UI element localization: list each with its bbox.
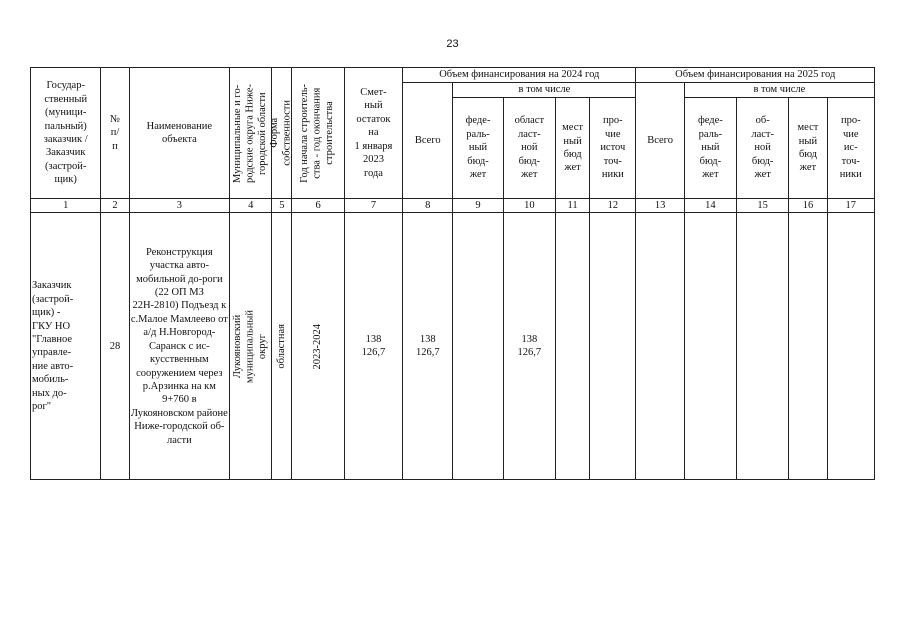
cell-years — [292, 213, 344, 480]
header-including-2025: в том числе — [684, 83, 874, 98]
cell-regional-2024: 138 126,7 — [503, 213, 555, 480]
column-number: 15 — [737, 199, 789, 213]
header-balance: Смет- ный остаток на 1 января 2023 года — [344, 68, 402, 199]
header-ownership-text: Форма собственности — [269, 100, 293, 166]
cell-federal-2025 — [684, 213, 736, 480]
header-number: № п/ п — [101, 68, 129, 199]
cell-federal-2024 — [453, 213, 503, 480]
column-number: 11 — [555, 199, 589, 213]
cell-ownership — [272, 213, 292, 480]
column-number: 17 — [827, 199, 874, 213]
header-including-2024: в том числе — [453, 83, 636, 98]
column-number: 3 — [129, 199, 230, 213]
column-number: 8 — [403, 199, 453, 213]
column-number: 5 — [272, 199, 292, 213]
cell-local-2025 — [789, 213, 827, 480]
column-number: 16 — [789, 199, 827, 213]
header-municipality — [230, 68, 272, 199]
column-number: 14 — [684, 199, 736, 213]
column-number: 2 — [101, 199, 129, 213]
header-ownership — [269, 68, 293, 199]
cell-municipality — [230, 213, 272, 480]
header-years-text: Год начала строитель- ства - год окончания строительства — [299, 83, 336, 183]
header-total-2025: Всего — [636, 83, 684, 199]
page-number: 23 — [446, 38, 459, 50]
header-federal-2025: феде- раль- ный бюд- жет — [684, 98, 736, 199]
table-row — [31, 213, 875, 480]
column-number-row — [31, 199, 875, 213]
cell-municipality-text: Лукояновский муниципальный округ — [231, 309, 269, 383]
column-number: 6 — [292, 199, 344, 213]
cell-other-2024 — [590, 213, 636, 480]
header-customer: Государ- ственный (муници- пальный) заказчик / Заказчик (застрой- щик) — [31, 68, 101, 199]
header-funding-2024: Объем финансирования на 2024 год — [403, 68, 636, 83]
cell-other-2025 — [827, 213, 874, 480]
cell-total-2025 — [636, 213, 684, 480]
cell-number: 28 — [101, 213, 129, 480]
header-municipality-text: Муниципальные и го- родские округа Ниже- городской области — [231, 83, 269, 183]
header-other-2025: про- чие ис- точ- ники — [827, 98, 874, 199]
funding-table — [30, 67, 875, 480]
cell-years-text: 2023-2024 — [311, 323, 323, 370]
cell-local-2024 — [555, 213, 589, 480]
header-other-2024: про- чие источ точ- ники — [590, 98, 636, 199]
column-number: 12 — [590, 199, 636, 213]
column-number: 13 — [636, 199, 684, 213]
header-funding-2025: Объем финансирования на 2025 год — [636, 68, 875, 83]
cell-object-name: Реконструкция участка авто-мобильной до-роги (22 ОП МЗ 22Н-2810) Подъезд к с.Малое Мамлеево от а/д Н.Новгород-Саранск с ис-кусственным сооружением через р.Арзинка на км 9+760 в Лукояновском районе Ниже-городской об-ласти — [129, 213, 230, 480]
header-total-2024: Всего — [403, 83, 453, 199]
header-regional-2024: област ласт- ной бюд- жет — [503, 98, 555, 199]
column-number: 7 — [344, 199, 402, 213]
column-number: 1 — [31, 199, 101, 213]
header-local-2025: мест ный бюд жет — [789, 98, 827, 199]
cell-customer: Заказчик (застрой- щик) - ГКУ НО "Главное управле- ние авто- мобиль- ных до- рог" — [31, 213, 101, 480]
cell-ownership-text: областная — [275, 324, 287, 369]
column-number: 4 — [230, 199, 272, 213]
header-federal-2024: феде- раль- ный бюд- жет — [453, 98, 503, 199]
header-local-2024: мест ный бюд жет — [555, 98, 589, 199]
header-object-name: Наименование объекта — [129, 68, 230, 199]
cell-balance: 138 126,7 — [344, 213, 402, 480]
cell-regional-2025 — [737, 213, 789, 480]
header-years — [292, 68, 344, 199]
column-number: 10 — [503, 199, 555, 213]
column-number: 9 — [453, 199, 503, 213]
cell-total-2024: 138 126,7 — [403, 213, 453, 480]
header-regional-2025: об- ласт- ной бюд- жет — [737, 98, 789, 199]
